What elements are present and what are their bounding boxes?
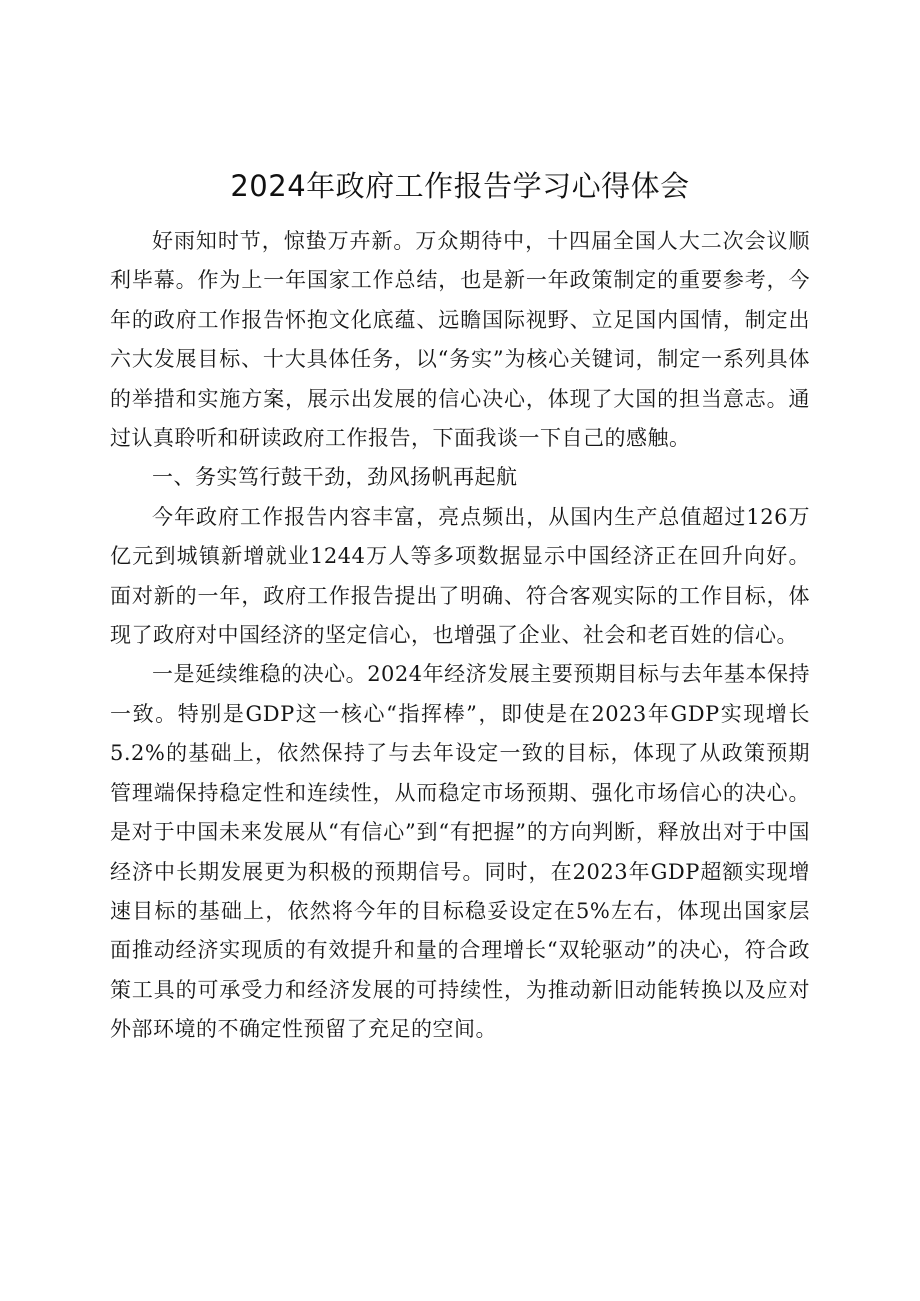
section-1-paragraph-1: 今年政府工作报告内容丰富，亮点频出，从国内生产总值超过126万亿元到城镇新增就业1244万人等多项数据显示中国经济正在回升向好。面对新的一年，政府工作报告提出了明确、符合客观实际的工作目标，体现了政府对中国经济的坚定信心，也增强了企业、社会和老百姓的信心。 (110, 504, 810, 648)
document-body (110, 222, 810, 1050)
intro-paragraph: 好雨知时节，惊蛰万卉新。万众期待中，十四届全国人大二次会议顺利毕幕。作为上一年国家工作总结，也是新一年政策制定的重要参考，今年的政府工作报告怀抱文化底蕴、远瞻国际视野、立足国内国情，制定出六大发展目标、十大具体任务，以“务实”为核心关键词，制定一系列具体的举措和实施方案，展示出发展的信心决心，体现了大国的担当意志。通过认真聆听和研读政府工作报告，下面我谈一下自己的感触。 (110, 229, 810, 451)
section-1-paragraph-2: 一是延续维稳的决心。2024年经济发展主要预期目标与去年基本保持一致。特别是GDP这一核心“指挥棒”，即使是在2023年GDP实现增长5.2%的基础上，依然保持了与去年设定一致的目标，体现了从政策预期管理端保持稳定性和连续性，从而稳定市场预期、强化市场信心的决心。是对于中国未来发展从“有信心”到“有把握”的方向判断，释放出对于中国经济中长期发展更为积极的预期信号。同时，在2023年GDP超额实现增速目标的基础上，依然将今年的目标稳妥设定在5%左右，体现出国家层面推动经济实现质的有效提升和量的合理增长“双轮驱动”的决心，符合政策工具的可承受力和经济发展的可持续性，为推动新旧动能转换以及应对外部环境的不确定性预留了充足的空间。 (110, 662, 810, 1042)
document-title: 2024年政府工作报告学习心得体会 (230, 169, 690, 203)
section-heading-1: 一、务实笃行鼓干劲，劲风扬帆再起航 (152, 465, 518, 490)
